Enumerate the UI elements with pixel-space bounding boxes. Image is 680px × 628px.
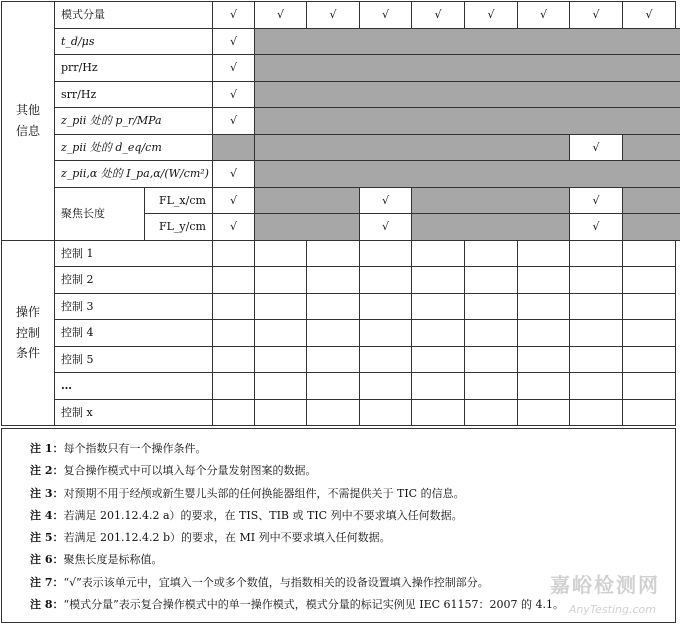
note-text: 聚焦长度是标称值。 <box>63 553 163 567</box>
row-control-4 <box>2 320 680 347</box>
note-text: 复合操作模式中可以填入每个分量发射图案的数据。 <box>63 464 317 478</box>
row-prr <box>2 55 680 82</box>
note-1 <box>30 438 675 460</box>
row-deq <box>2 134 680 161</box>
shaded-cell <box>255 81 680 108</box>
check-mark: √ <box>213 187 255 214</box>
note-prefix: 注 7： <box>30 575 64 589</box>
row-ipa <box>2 161 680 188</box>
label-deq-at-zpii: z_pii 处的 d_eq/cm <box>55 134 213 161</box>
check-mark: √ <box>412 2 465 29</box>
watermark: 嘉峪检测网 <box>550 573 660 597</box>
check-mark: √ <box>570 2 623 29</box>
label-control: 控制 x <box>55 399 213 426</box>
group-label-operating-conditions: 操作控制条件 <box>2 240 55 426</box>
label-control: 控制 2 <box>55 267 213 294</box>
label-prr: prr/Hz <box>55 55 213 82</box>
row-control-1 <box>2 240 680 267</box>
label-component-mode: 模式分量 <box>55 2 213 29</box>
note-3 <box>30 483 675 505</box>
shaded-cell <box>623 187 680 214</box>
shaded-cell <box>623 134 680 161</box>
check-mark: √ <box>518 2 570 29</box>
check-mark: √ <box>213 28 255 55</box>
note-2 <box>30 460 675 482</box>
shaded-cell <box>255 28 680 55</box>
check-mark: √ <box>570 187 623 214</box>
check-mark: √ <box>213 108 255 135</box>
check-mark: √ <box>307 2 360 29</box>
note-text: “模式分量”表示复合操作模式中的单一操作模式，模式分量的标记实例见 IEC 61157：2007 的 4.1。 <box>63 598 564 612</box>
note-text: 若满足 201.12.4.2 a）的要求，在 TIS、TIB 或 TIC 列中不要求填入任何数据。 <box>63 508 463 522</box>
row-component-mode <box>2 2 680 29</box>
label-srr: srr/Hz <box>55 81 213 108</box>
note-5 <box>30 527 675 549</box>
acoustic-output-table <box>1 1 680 426</box>
check-mark: √ <box>570 134 623 161</box>
row-control-3 <box>2 293 680 320</box>
shaded-cell <box>213 134 255 161</box>
row-srr <box>2 81 680 108</box>
note-text: 每个指数只有一个操作条件。 <box>63 442 207 455</box>
row-control-x <box>2 399 680 426</box>
check-mark: √ <box>213 2 255 29</box>
note-prefix: 注 6： <box>30 553 64 567</box>
note-4 <box>30 505 675 527</box>
shaded-cell <box>412 214 570 241</box>
shaded-cell <box>255 134 570 161</box>
label-control: 控制 1 <box>55 240 213 267</box>
row-td <box>2 28 680 55</box>
check-mark: √ <box>255 2 307 29</box>
shaded-cell <box>255 214 360 241</box>
check-mark: √ <box>213 161 255 188</box>
note-prefix: 注 2： <box>30 464 64 478</box>
label-pr-at-zpii: z_pii 处的 p_r/MPa <box>55 108 213 135</box>
label-ipa-at-zpiia: z_pii,α 处的 I_pa,α/(W/cm²) <box>55 161 213 188</box>
note-prefix: 注 8： <box>30 598 64 612</box>
shaded-cell <box>255 187 360 214</box>
note-text: “√”表示该单元中，宜填入一个或多个数值，与指数相关的设备设置填入操作控制部分。 <box>63 575 489 589</box>
check-mark: √ <box>213 81 255 108</box>
shaded-cell <box>255 108 680 135</box>
check-mark: √ <box>213 214 255 241</box>
check-mark: √ <box>360 2 412 29</box>
row-control-5 <box>2 346 680 373</box>
label-control: … <box>55 373 213 400</box>
watermark-url: AnyTesting.com <box>568 603 656 616</box>
shaded-cell <box>412 187 570 214</box>
check-mark: √ <box>570 214 623 241</box>
row-pr <box>2 108 680 135</box>
note-prefix: 注 1： <box>30 442 64 455</box>
note-text: 若满足 201.12.4.2 b）的要求，在 MI 列中不要求填入任何数据。 <box>63 531 391 545</box>
check-mark: √ <box>465 2 518 29</box>
label-fl-y: FL_y/cm <box>145 214 213 241</box>
row-control-ellipsis <box>2 373 680 400</box>
shaded-cell <box>623 214 680 241</box>
note-prefix: 注 3： <box>30 486 64 500</box>
note-prefix: 注 4： <box>30 508 64 522</box>
check-mark: √ <box>360 214 412 241</box>
label-control: 控制 5 <box>55 346 213 373</box>
row-fl-x <box>2 187 680 214</box>
label-td: t_d/μs <box>55 28 213 55</box>
check-mark: √ <box>213 55 255 82</box>
row-control-2 <box>2 267 680 294</box>
label-control: 控制 4 <box>55 320 213 347</box>
label-control: 控制 3 <box>55 293 213 320</box>
label-focal-length: 聚焦长度 <box>55 187 145 240</box>
shaded-cell <box>255 55 680 82</box>
label-fl-x: FL_x/cm <box>145 187 213 214</box>
note-prefix: 注 5： <box>30 531 64 545</box>
note-text: 对预期不用于经颅或新生婴儿头部的任何换能器组件，不需提供关于 TIC 的信息。 <box>63 486 465 500</box>
group-label-other-info: 其他信息 <box>2 2 55 241</box>
shaded-cell <box>255 161 680 188</box>
check-mark: √ <box>360 187 412 214</box>
check-mark: √ <box>623 2 676 29</box>
